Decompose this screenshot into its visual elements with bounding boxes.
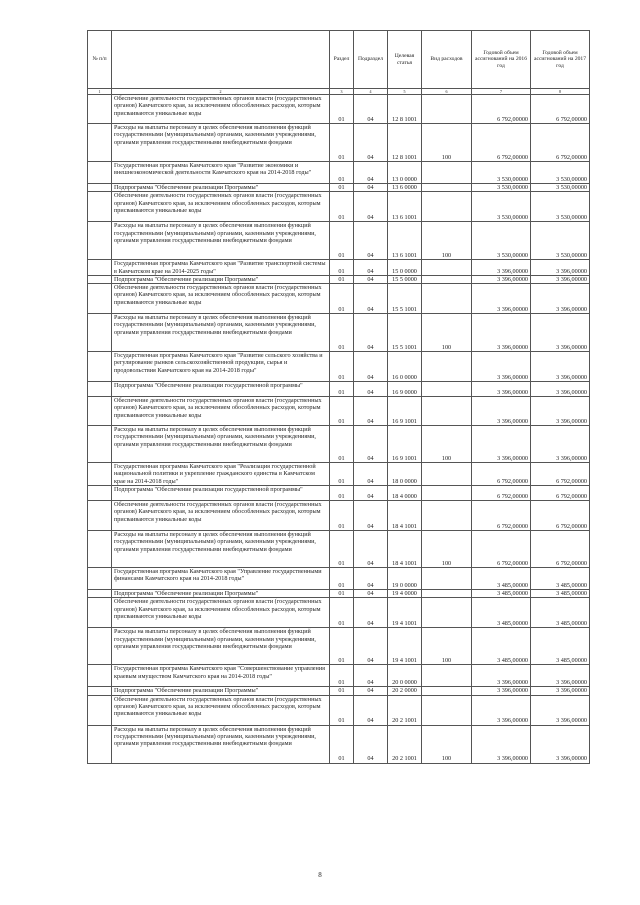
row-razdel: 01 — [330, 352, 354, 382]
row-razdel: 01 — [330, 397, 354, 426]
row-num — [88, 531, 112, 568]
header-statya: Целевая статья — [388, 31, 422, 89]
row-amount-2016: 3 396,00000 — [472, 687, 531, 695]
row-amount-2016: 3 485,00000 — [472, 590, 531, 598]
row-num — [88, 568, 112, 590]
row-description: Обеспечение деятельности государственных органов власти (государственных органов) Камчатского края, за исключением обособленных расходов, которым присваиваются уникальные коды — [112, 397, 330, 426]
row-num — [88, 695, 112, 725]
row-description: Обеспечение деятельности государственных органов власти (государственных органов) Камчатского края, за исключением обособленных расходов, которым присваиваются уникальные коды — [112, 501, 330, 531]
row-amount-2016: 3 396,00000 — [472, 314, 531, 352]
row-amount-2016: 3 485,00000 — [472, 568, 531, 590]
header-vid: Вид расходов — [422, 31, 472, 89]
row-podrazdel: 04 — [354, 352, 388, 382]
row-expense-type — [422, 352, 472, 382]
row-amount-2017: 3 396,00000 — [531, 314, 590, 352]
row-description: Государственная программа Камчатского края "Развитие сельского хозяйства и регулирование рынков сельскохозяйственной продукции, сырья и продовольствия Камчатского края на 2014-2018 годы" — [112, 352, 330, 382]
row-num — [88, 426, 112, 463]
row-description: Государственная программа Камчатского края "Совершенствование управления краевым имуществом Камчатского края на 2014-2018 годы" — [112, 665, 330, 687]
row-expense-type — [422, 397, 472, 426]
row-description: Подпрограмма "Обеспечение реализации государственной программы" — [112, 382, 330, 397]
row-podrazdel: 04 — [354, 314, 388, 352]
row-razdel: 01 — [330, 590, 354, 598]
row-amount-2016: 3 396,00000 — [472, 665, 531, 687]
row-expense-type — [422, 590, 472, 598]
row-amount-2017: 3 530,00000 — [531, 162, 590, 184]
header-row — [88, 31, 590, 89]
row-num — [88, 628, 112, 665]
row-expense-type — [422, 162, 472, 184]
row-expense-type — [422, 665, 472, 687]
row-amount-2017: 6 792,00000 — [531, 463, 590, 486]
row-amount-2017: 3 396,00000 — [531, 352, 590, 382]
row-target-article: 19 0 0000 — [388, 568, 422, 590]
row-razdel: 01 — [330, 314, 354, 352]
row-num — [88, 725, 112, 763]
row-target-article: 13 6 1001 — [388, 192, 422, 222]
row-expense-type — [422, 695, 472, 725]
row-amount-2017: 3 485,00000 — [531, 590, 590, 598]
row-expense-type — [422, 192, 472, 222]
row-num — [88, 124, 112, 162]
table-row — [88, 426, 590, 463]
row-razdel: 01 — [330, 665, 354, 687]
row-amount-2016: 3 530,00000 — [472, 184, 531, 192]
row-target-article: 16 9 0000 — [388, 382, 422, 397]
row-amount-2017: 3 530,00000 — [531, 222, 590, 260]
row-description: Расходы на выплаты персоналу в целях обеспечения выполнения функций государственными (муниципальными) органами, казенными учреждениями, органами управления государственными внебюджетными фондами — [112, 222, 330, 260]
row-amount-2016: 3 396,00000 — [472, 275, 531, 283]
row-expense-type — [422, 95, 472, 124]
row-amount-2017: 3 485,00000 — [531, 598, 590, 628]
row-amount-2016: 3 396,00000 — [472, 426, 531, 463]
column-number: 6 — [422, 89, 472, 95]
row-num — [88, 184, 112, 192]
row-target-article: 13 6 0000 — [388, 184, 422, 192]
column-number: 3 — [330, 89, 354, 95]
row-razdel: 01 — [330, 184, 354, 192]
row-razdel: 01 — [330, 222, 354, 260]
row-amount-2017: 6 792,00000 — [531, 95, 590, 124]
row-num — [88, 314, 112, 352]
row-target-article: 12 8 1001 — [388, 124, 422, 162]
table-row — [88, 352, 590, 382]
row-amount-2016: 3 396,00000 — [472, 397, 531, 426]
row-amount-2017: 3 485,00000 — [531, 568, 590, 590]
table-row — [88, 463, 590, 486]
table-row — [88, 162, 590, 184]
column-number: 4 — [354, 89, 388, 95]
row-description: Государственная программа Камчатского края "Развитие экономики и внешнеэкономической деятельности Камчатского края на 2014-2018 годы" — [112, 162, 330, 184]
row-razdel: 01 — [330, 124, 354, 162]
row-expense-type — [422, 598, 472, 628]
row-amount-2016: 3 530,00000 — [472, 192, 531, 222]
row-podrazdel: 04 — [354, 192, 388, 222]
header-2017: Годовой объем ассигнований на 2017 год — [531, 31, 590, 89]
table-row — [88, 628, 590, 665]
row-target-article: 13 0 0000 — [388, 162, 422, 184]
row-target-article: 18 4 1001 — [388, 501, 422, 531]
row-amount-2017: 3 485,00000 — [531, 628, 590, 665]
row-podrazdel: 04 — [354, 222, 388, 260]
row-description: Расходы на выплаты персоналу в целях обеспечения выполнения функций государственными (муниципальными) органами, казенными учреждениями, органами управления государственными внебюджетными фондами — [112, 725, 330, 763]
row-num — [88, 665, 112, 687]
row-description: Подпрограмма "Обеспечение реализации Программы" — [112, 275, 330, 283]
row-num — [88, 95, 112, 124]
row-amount-2017: 3 396,00000 — [531, 665, 590, 687]
table-row — [88, 486, 590, 501]
row-description: Государственная программа Камчатского края "Развитие транспортной системы в Камчатском крае на 2014-2025 годы" — [112, 260, 330, 276]
row-num — [88, 590, 112, 598]
table-row — [88, 531, 590, 568]
row-amount-2016: 3 485,00000 — [472, 598, 531, 628]
row-razdel: 01 — [330, 192, 354, 222]
row-amount-2016: 3 396,00000 — [472, 695, 531, 725]
row-target-article: 19 4 1001 — [388, 628, 422, 665]
row-amount-2016: 3 396,00000 — [472, 260, 531, 276]
row-razdel: 01 — [330, 687, 354, 695]
row-description: Расходы на выплаты персоналу в целях обеспечения выполнения функций государственными (муниципальными) органами, казенными учреждениями, органами управления государственными внебюджетными фондами — [112, 426, 330, 463]
row-description: Расходы на выплаты персоналу в целях обеспечения выполнения функций государственными (муниципальными) органами, казенными учреждениями, органами управления государственными внебюджетными фондами — [112, 314, 330, 352]
row-amount-2016: 3 396,00000 — [472, 352, 531, 382]
row-expense-type — [422, 568, 472, 590]
row-razdel: 01 — [330, 426, 354, 463]
row-num — [88, 162, 112, 184]
row-target-article: 12 8 1001 — [388, 95, 422, 124]
row-amount-2017: 6 792,00000 — [531, 486, 590, 501]
table-row — [88, 275, 590, 283]
table-row — [88, 222, 590, 260]
row-razdel: 01 — [330, 275, 354, 283]
row-amount-2017: 6 792,00000 — [531, 501, 590, 531]
column-number: 1 — [88, 89, 112, 95]
row-podrazdel: 04 — [354, 275, 388, 283]
row-podrazdel: 04 — [354, 725, 388, 763]
row-target-article: 18 4 1001 — [388, 531, 422, 568]
row-expense-type: 100 — [422, 222, 472, 260]
header-desc — [112, 31, 330, 89]
row-amount-2017: 3 396,00000 — [531, 284, 590, 314]
table-row — [88, 568, 590, 590]
row-description: Государственная программа Камчатского края "Реализация государственной национальной политики и укрепление гражданского единства в Камчатском крае на 2014-2018 годы" — [112, 463, 330, 486]
row-description: Подпрограмма "Обеспечение реализации Программы" — [112, 687, 330, 695]
row-podrazdel: 04 — [354, 568, 388, 590]
row-expense-type: 100 — [422, 426, 472, 463]
row-description: Подпрограмма "Обеспечение реализации государственной программы" — [112, 486, 330, 501]
row-target-article: 20 2 1001 — [388, 695, 422, 725]
row-target-article: 18 4 0000 — [388, 486, 422, 501]
row-podrazdel: 04 — [354, 598, 388, 628]
budget-table — [87, 30, 590, 764]
row-podrazdel: 04 — [354, 124, 388, 162]
table-row — [88, 665, 590, 687]
table-row — [88, 501, 590, 531]
row-description: Подпрограмма "Обеспечение реализации Программы" — [112, 590, 330, 598]
row-num — [88, 598, 112, 628]
row-description: Расходы на выплаты персоналу в целях обеспечения выполнения функций государственными (муниципальными) органами, казенными учреждениями, органами управления государственными внебюджетными фондами — [112, 628, 330, 665]
row-amount-2016: 6 792,00000 — [472, 95, 531, 124]
row-podrazdel: 04 — [354, 162, 388, 184]
row-num — [88, 352, 112, 382]
row-amount-2016: 3 396,00000 — [472, 284, 531, 314]
row-num — [88, 192, 112, 222]
row-description: Обеспечение деятельности государственных органов власти (государственных органов) Камчатского края, за исключением обособленных расходов, которым присваиваются уникальные коды — [112, 598, 330, 628]
table-row — [88, 192, 590, 222]
table-row — [88, 695, 590, 725]
row-razdel: 01 — [330, 382, 354, 397]
row-target-article: 13 6 1001 — [388, 222, 422, 260]
row-podrazdel: 04 — [354, 95, 388, 124]
row-amount-2016: 6 792,00000 — [472, 463, 531, 486]
row-target-article: 18 0 0000 — [388, 463, 422, 486]
row-num — [88, 687, 112, 695]
row-amount-2017: 6 792,00000 — [531, 124, 590, 162]
row-description: Расходы на выплаты персоналу в целях обеспечения выполнения функций государственными (муниципальными) органами, казенными учреждениями, органами управления государственными внебюджетными фондами — [112, 124, 330, 162]
row-razdel: 01 — [330, 501, 354, 531]
row-target-article: 20 2 1001 — [388, 725, 422, 763]
row-num — [88, 275, 112, 283]
row-expense-type — [422, 501, 472, 531]
row-target-article: 16 0 0000 — [388, 352, 422, 382]
row-target-article: 15 5 1001 — [388, 284, 422, 314]
row-expense-type — [422, 260, 472, 276]
table-row — [88, 314, 590, 352]
row-podrazdel: 04 — [354, 184, 388, 192]
row-amount-2016: 3 530,00000 — [472, 162, 531, 184]
row-razdel: 01 — [330, 725, 354, 763]
row-num — [88, 284, 112, 314]
row-description: Обеспечение деятельности государственных органов власти (государственных органов) Камчатского края, за исключением обособленных расходов, которым присваиваются уникальные коды — [112, 192, 330, 222]
row-num — [88, 486, 112, 501]
row-podrazdel: 04 — [354, 695, 388, 725]
row-amount-2016: 3 396,00000 — [472, 382, 531, 397]
row-target-article: 16 9 1001 — [388, 397, 422, 426]
table-row — [88, 725, 590, 763]
row-expense-type: 100 — [422, 725, 472, 763]
row-podrazdel: 04 — [354, 665, 388, 687]
row-razdel: 01 — [330, 162, 354, 184]
column-number: 7 — [472, 89, 531, 95]
row-target-article: 15 0 0000 — [388, 260, 422, 276]
table-row — [88, 382, 590, 397]
table-row — [88, 598, 590, 628]
row-razdel: 01 — [330, 486, 354, 501]
page-number: 8 — [318, 871, 322, 879]
row-target-article: 15 5 0000 — [388, 275, 422, 283]
table-row — [88, 95, 590, 124]
table-row — [88, 184, 590, 192]
row-razdel: 01 — [330, 568, 354, 590]
row-amount-2017: 3 396,00000 — [531, 725, 590, 763]
row-razdel: 01 — [330, 95, 354, 124]
row-podrazdel: 04 — [354, 284, 388, 314]
row-num — [88, 501, 112, 531]
row-expense-type: 100 — [422, 314, 472, 352]
row-amount-2016: 3 396,00000 — [472, 725, 531, 763]
row-expense-type — [422, 687, 472, 695]
row-podrazdel: 04 — [354, 260, 388, 276]
row-amount-2016: 3 530,00000 — [472, 222, 531, 260]
table-row — [88, 397, 590, 426]
row-expense-type: 100 — [422, 628, 472, 665]
row-expense-type — [422, 275, 472, 283]
table-row — [88, 590, 590, 598]
row-razdel: 01 — [330, 695, 354, 725]
row-num — [88, 260, 112, 276]
row-amount-2017: 6 792,00000 — [531, 531, 590, 568]
row-amount-2016: 6 792,00000 — [472, 501, 531, 531]
row-expense-type — [422, 284, 472, 314]
row-amount-2017: 3 530,00000 — [531, 184, 590, 192]
row-razdel: 01 — [330, 628, 354, 665]
row-expense-type: 100 — [422, 531, 472, 568]
row-expense-type — [422, 463, 472, 486]
table-row — [88, 687, 590, 695]
header-razdel: Раздел — [330, 31, 354, 89]
row-expense-type: 100 — [422, 124, 472, 162]
row-description: Расходы на выплаты персоналу в целях обеспечения выполнения функций государственными (муниципальными) органами, казенными учреждениями, органами управления государственными внебюджетными фондами — [112, 531, 330, 568]
row-podrazdel: 04 — [354, 463, 388, 486]
table-row — [88, 260, 590, 276]
row-description: Обеспечение деятельности государственных органов власти (государственных органов) Камчатского края, за исключением обособленных расходов, которым присваиваются уникальные коды — [112, 695, 330, 725]
row-razdel: 01 — [330, 463, 354, 486]
row-podrazdel: 04 — [354, 382, 388, 397]
row-amount-2017: 3 530,00000 — [531, 192, 590, 222]
row-podrazdel: 04 — [354, 397, 388, 426]
row-description: Государственная программа Камчатского края "Управление государственными финансами Камчатского края на 2014-2018 годы" — [112, 568, 330, 590]
row-amount-2017: 3 396,00000 — [531, 260, 590, 276]
row-podrazdel: 04 — [354, 628, 388, 665]
row-description: Обеспечение деятельности государственных органов власти (государственных органов) Камчатского края, за исключением обособленных расходов, которым присваиваются уникальные коды — [112, 95, 330, 124]
row-podrazdel: 04 — [354, 501, 388, 531]
row-target-article: 16 9 1001 — [388, 426, 422, 463]
row-num — [88, 463, 112, 486]
row-amount-2017: 3 396,00000 — [531, 695, 590, 725]
header-podrazdel: Подраздел — [354, 31, 388, 89]
row-num — [88, 382, 112, 397]
column-number: 2 — [112, 89, 330, 95]
row-amount-2017: 3 396,00000 — [531, 397, 590, 426]
row-target-article: 15 5 1001 — [388, 314, 422, 352]
column-number: 8 — [531, 89, 590, 95]
row-amount-2017: 3 396,00000 — [531, 275, 590, 283]
row-razdel: 01 — [330, 260, 354, 276]
row-razdel: 01 — [330, 284, 354, 314]
row-amount-2017: 3 396,00000 — [531, 382, 590, 397]
row-num — [88, 222, 112, 260]
row-expense-type — [422, 184, 472, 192]
row-target-article: 20 0 0000 — [388, 665, 422, 687]
row-amount-2016: 6 792,00000 — [472, 124, 531, 162]
row-target-article: 19 4 0000 — [388, 590, 422, 598]
row-description: Подпрограмма "Обеспечение реализации Программы" — [112, 184, 330, 192]
row-target-article: 19 4 1001 — [388, 598, 422, 628]
row-podrazdel: 04 — [354, 486, 388, 501]
row-amount-2016: 6 792,00000 — [472, 531, 531, 568]
row-amount-2017: 3 396,00000 — [531, 426, 590, 463]
row-amount-2017: 3 396,00000 — [531, 687, 590, 695]
row-razdel: 01 — [330, 598, 354, 628]
row-description: Обеспечение деятельности государственных органов власти (государственных органов) Камчатского края, за исключением обособленных расходов, которым присваиваются уникальные коды — [112, 284, 330, 314]
table-row — [88, 284, 590, 314]
row-expense-type — [422, 382, 472, 397]
header-2016: Годовой объем ассигнований на 2016 год — [472, 31, 531, 89]
table-row — [88, 124, 590, 162]
row-expense-type — [422, 486, 472, 501]
header-num: № п/п — [88, 31, 112, 89]
row-podrazdel: 04 — [354, 590, 388, 598]
row-podrazdel: 04 — [354, 426, 388, 463]
column-number: 5 — [388, 89, 422, 95]
row-podrazdel: 04 — [354, 531, 388, 568]
row-target-article: 20 2 0000 — [388, 687, 422, 695]
row-amount-2016: 3 485,00000 — [472, 628, 531, 665]
row-num — [88, 397, 112, 426]
row-podrazdel: 04 — [354, 687, 388, 695]
row-razdel: 01 — [330, 531, 354, 568]
row-amount-2016: 6 792,00000 — [472, 486, 531, 501]
